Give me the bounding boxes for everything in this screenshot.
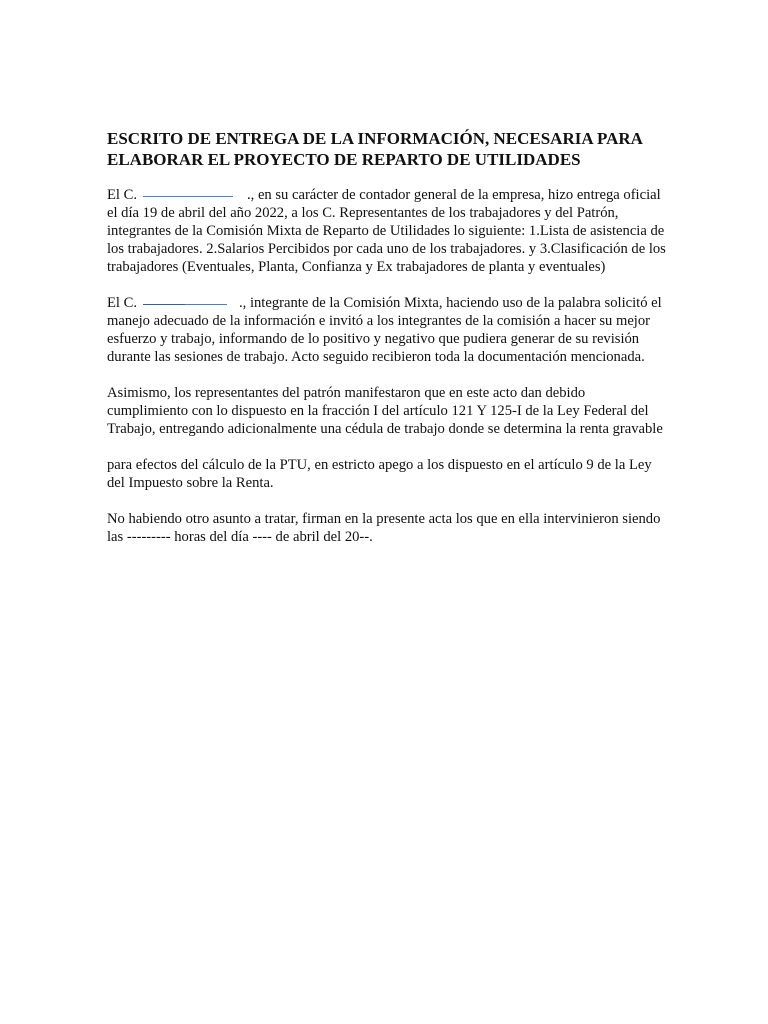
document-title bbox=[107, 128, 667, 170]
title-line-1: ESCRITO DE ENTREGA DE LA INFORMACIÓN, NECESARIA PARA bbox=[107, 129, 643, 148]
document-page bbox=[107, 128, 667, 564]
paragraph-ptu: para efectos del cálculo de la PTU, en estricto apego a los dispuesto en el artículo 9 de la Ley del Impuesto sobre la Renta. bbox=[107, 457, 652, 491]
paragraph-body: ., en su carácter de contador general de la empresa, hizo entrega oficial el día 19 de abril del año 2022, a los C. Representantes de los trabajadores y del Patrón, integrantes de la Comisión Mixta de Reparto de Utilidades lo siguiente: 1.Lista de asistencia de los trabajadores. 2.Salarios Percibidos por cada uno de los trabajadores. y 3.Clasificación de los trabajadores (Eventuales, Planta, Confianza y Ex trabajadores de planta y eventuales) bbox=[107, 187, 666, 275]
paragraph-lead: El C. bbox=[107, 295, 137, 311]
paragraph-closing: No habiendo otro asunto a tratar, firman en la presente acta los que en ella intervinieron siendo las --------- horas del día ---- de abril del 20--. bbox=[107, 511, 661, 545]
paragraph-body: ., integrante de la Comisión Mixta, haciendo uso de la palabra solicitó el manejo adecuado de la información e invitó a los integrantes de la comisión a hacer su mejor esfuerzo y trabajo, informando de lo positivo y negativo que pudiera generar de su revisión durante las sesiones de trabajo. Acto seguido recibieron toda la documentación mencionada. bbox=[107, 295, 662, 365]
name-blank-contador bbox=[143, 198, 233, 199]
paragraph-delivery bbox=[107, 186, 667, 276]
name-blank-integrante bbox=[143, 306, 227, 307]
title-line-2: ELABORAR EL PROYECTO DE REPARTO DE UTILIDADES bbox=[107, 150, 581, 169]
paragraph-lead: El C. bbox=[107, 187, 137, 203]
paragraph-compliance: Asimismo, los representantes del patrón manifestaron que en este acto dan debido cumplimiento con lo dispuesto en la fracción I del artículo 121 Y 125-I de la Ley Federal del Trabajo, entregando adicionalmente una cédula de trabajo donde se determina la renta gravable bbox=[107, 385, 663, 437]
paragraph-commission bbox=[107, 294, 667, 366]
